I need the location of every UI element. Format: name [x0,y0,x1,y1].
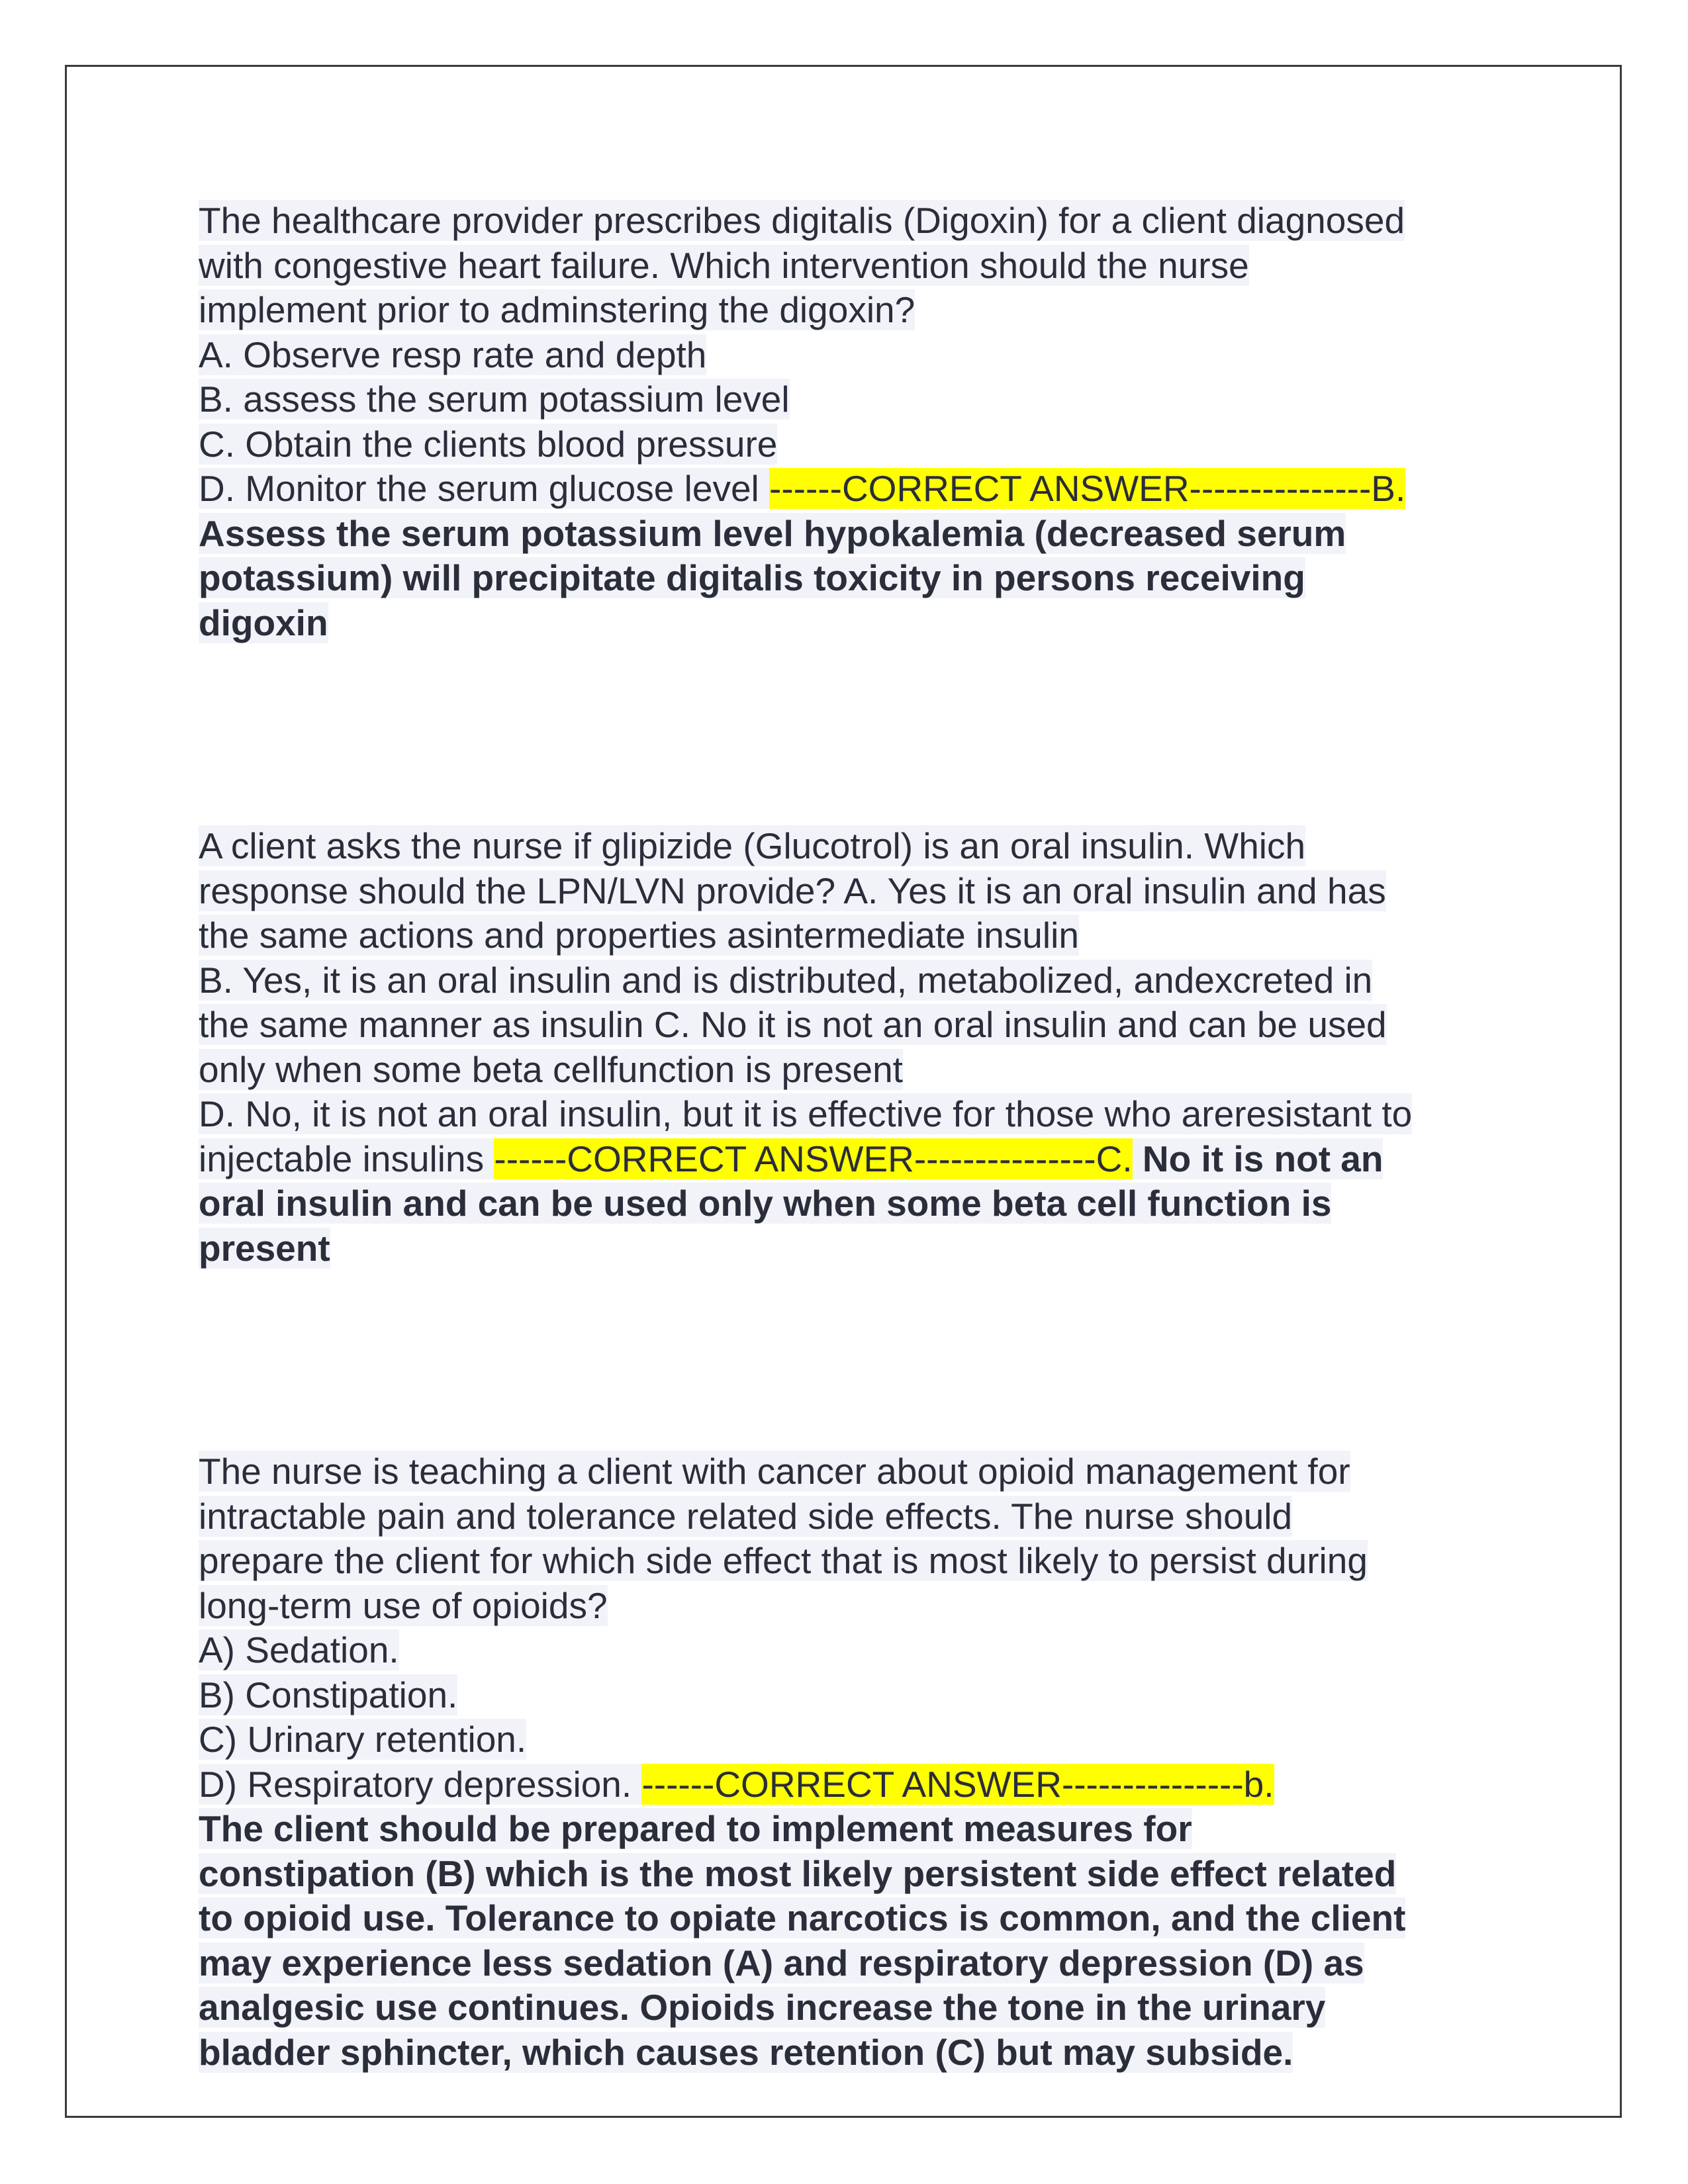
option-d-with-answer: injectable insulins ------CORRECT ANSWER---------------C. No it is not an [199,1138,1383,1179]
answer-explanation-line: may experience less sedation (A) and respiratory depression (D) as [199,1942,1364,1983]
question-1 [199,199,1496,645]
option-c: C) Urinary retention. [199,1719,527,1760]
correct-answer-marker: ------CORRECT ANSWER---------------b. [641,1763,1274,1805]
question-2 [199,824,1496,1271]
question-line: B. Yes, it is an oral insulin and is distributed, metabolized, andexcreted in [199,959,1373,1001]
question-line: The nurse is teaching a client with cancer about opioid management for [199,1451,1350,1492]
option-b: B) Constipation. [199,1674,458,1715]
question-line: prepare the client for which side effect that is most likely to persist during [199,1540,1368,1581]
answer-explanation-line: Assess the serum potassium level hypokalemia (decreased serum [199,512,1346,554]
spacer [199,645,1496,824]
question-line: A client asks the nurse if glipizide (Glucotrol) is an oral insulin. Which [199,825,1306,866]
answer-explanation-line: oral insulin and can be used only when some beta cell function is [199,1183,1332,1224]
option-b: B. assess the serum potassium level [199,379,790,420]
answer-explanation-inline: No it is not an [1132,1138,1383,1179]
option-a: A) Sedation. [199,1629,399,1670]
option-d-with-answer: D) Respiratory depression. ------CORRECT ANSWER---------------b. [199,1763,1274,1805]
answer-explanation-line: analgesic use continues. Opioids increase the tone in the urinary [199,1987,1326,2028]
question-line: only when some beta cellfunction is present [199,1048,903,1090]
answer-explanation-line: potassium) will precipitate digitalis toxicity in persons receiving [199,557,1305,598]
answer-explanation-line: to opioid use. Tolerance to opiate narcotics is common, and the client [199,1897,1406,1938]
question-line: implement prior to adminstering the digoxin? [199,289,915,330]
question-line: long-term use of opioids? [199,1584,608,1626]
question-3 [199,1449,1496,2075]
option-d-with-answer: D. Monitor the serum glucose level ------CORRECT ANSWER---------------B. [199,468,1406,509]
correct-answer-marker: ------CORRECT ANSWER---------------C. [494,1138,1133,1179]
option-c: C. Obtain the clients blood pressure [199,423,778,465]
option-a: A. Observe resp rate and depth [199,334,707,375]
correct-answer-marker: ------CORRECT ANSWER---------------B. [769,468,1406,509]
answer-explanation-line: digoxin [199,602,328,643]
question-line: D. No, it is not an oral insulin, but it is effective for those who areresistant to [199,1093,1413,1134]
question-line: the same manner as insulin C. No it is not an oral insulin and can be used [199,1004,1387,1045]
question-line: the same actions and properties asintermediate insulin [199,915,1079,956]
answer-explanation-line: present [199,1227,330,1269]
question-line: with congestive heart failure. Which intervention should the nurse [199,244,1249,286]
answer-explanation-line: The client should be prepared to implement measures for [199,1808,1192,1849]
document-content [199,199,1496,2075]
question-line: intractable pain and tolerance related side effects. The nurse should [199,1495,1293,1537]
question-line: response should the LPN/LVN provide? A. Yes it is an oral insulin and has [199,870,1386,911]
spacer [199,1271,1496,1449]
answer-explanation-line: constipation (B) which is the most likely persistent side effect related [199,1852,1397,1894]
answer-explanation-line: bladder sphincter, which causes retention (C) but may subside. [199,2031,1293,2073]
question-line: The healthcare provider prescribes digitalis (Digoxin) for a client diagnosed [199,200,1405,241]
